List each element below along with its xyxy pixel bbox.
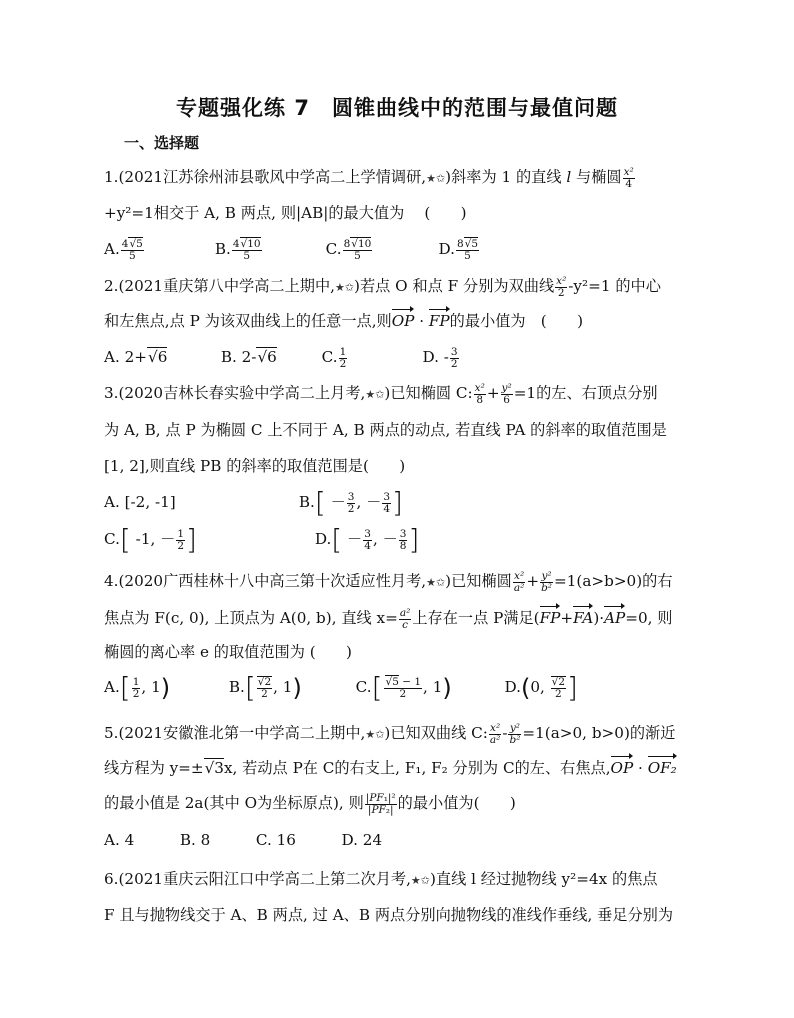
difficulty-star-icon: ★✩	[365, 388, 385, 401]
question-1-line-2: +y²=1相交于 A, B 两点, 则|AB|的最大值为 ( )	[104, 204, 467, 222]
difficulty-star-icon: ★✩	[410, 874, 430, 887]
difficulty-star-icon: ★✩	[365, 728, 385, 741]
question-6-line-1: 6.(2021重庆云阳江口中学高二上第二次月考,★✩)直线 l 经过抛物线 y²=4x 的焦点	[104, 870, 658, 888]
question-6-line-2: F 且与抛物线交于 A、B 两点, 过 A、B 两点分别向抛物线的准线作垂线, 垂足分别为	[104, 906, 674, 924]
question-3-options-cd: C.[ -1, － $\frac{1}{2}$ ] D.[ － $\frac{3}{4}$ , － $\frac{3}{8}$ ]	[104, 523, 420, 556]
question-1-options: A. $\frac{4√5}{5}$ B. $\frac{4√10}{5}$ C. $\frac{8√10}{5}$ D. $\frac{8√5}{5}$	[104, 237, 479, 262]
difficulty-star-icon: ★✩	[426, 172, 446, 185]
question-3-options-ab: A. [-2, -1] B.[ － $\frac{3}{2}$ , － $\frac{3}{4}$ ]	[104, 486, 403, 519]
section-heading: 一、选择题	[124, 134, 200, 152]
question-5-line-3: 的最小值是 2a(其中 O为坐标原点), 则 $\frac{\text{|PF₁|²}}{\text{|PF₂|}}$ 的最小值为( )	[104, 791, 516, 816]
question-2-line-2: 和左焦点,点 P 为该双曲线上的任意一点,则OP · FP的最小值为 ( )	[104, 312, 583, 330]
difficulty-star-icon: ★✩	[426, 576, 446, 589]
difficulty-star-icon: ★✩	[334, 281, 355, 294]
question-4-line-1: 4.(2020广西桂林十八中高三第十次适应性月考,★✩)已知椭圆 $\frac{\text{x²}}{\text{a²}}$ + $\frac{\text{y²}}{\text{b²}}$ =1(a>b>0)的右	[104, 569, 673, 594]
question-2-line-1: 2.(2021重庆第八中学高二上期中,★✩)若点 O 和点 F 分别为双曲线 $\frac{\text{x²}}{2}$ -y²=1 的中心	[104, 274, 661, 299]
question-3-line-3: [1, 2],则直线 PB 的斜率的取值范围是( )	[104, 457, 406, 475]
question-4-line-3: 椭圆的离心率 e 的取值范围为 ( )	[104, 643, 352, 661]
page-title: 专题强化练 7 圆锥曲线中的范围与最值问题	[176, 96, 618, 120]
question-3-line-1: 3.(2020吉林长春实验中学高二上月考,★✩)已知椭圆 C: $\frac{\text{x²}}{8}$ + $\frac{\text{y²}}{6}$ =1的左、右顶点分别	[104, 381, 658, 406]
question-5-options: A. 4 B. 8 C. 16 D. 24	[104, 831, 383, 849]
question-4-options: A.[ $\frac{1}{2}$ , 1) B.[ $\frac{√2}{2}$ , 1) C.[ $\frac{√5 - 1}{2}$ , 1) D.(0, $\frac{√2}{2}$ ]	[104, 671, 578, 704]
question-1-line-1: 1.(2021江苏徐州沛县歌风中学高二上学情调研,★✩)斜率为 1 的直线 l 与椭圆 $\frac{\text{x²}}{4}$	[104, 165, 634, 190]
question-5-line-1: 5.(2021安徽淮北第一中学高二上期中,★✩)已知双曲线 C: $\frac{\text{x²}}{\text{a²}}$ - $\frac{\text{y²}}{\text{b²}}$ =1(a>0, b>0)的渐近	[104, 721, 676, 746]
question-4-line-2: 焦点为 F(c, 0), 上顶点为 A(0, b), 直线 x= $\frac{\text{a²}}{c}$ 上存在一点 P满足(FP+FA)·AP=0, 则	[104, 606, 673, 631]
question-3-line-2: 为 A, B, 点 P 为椭圆 C 上不同于 A, B 两点的动点, 若直线 PA 的斜率的取值范围是	[104, 421, 667, 439]
question-5-line-2: 线方程为 y=±√3x, 若动点 P在 C的右支上, F₁, F₂ 分别为 C的左、右焦点,OP · OF₂	[104, 759, 677, 777]
question-2-options: A. 2+√6 B. 2-√6 C. $\frac{1}{2}$ D. - $\frac{3}{2}$	[104, 345, 458, 370]
